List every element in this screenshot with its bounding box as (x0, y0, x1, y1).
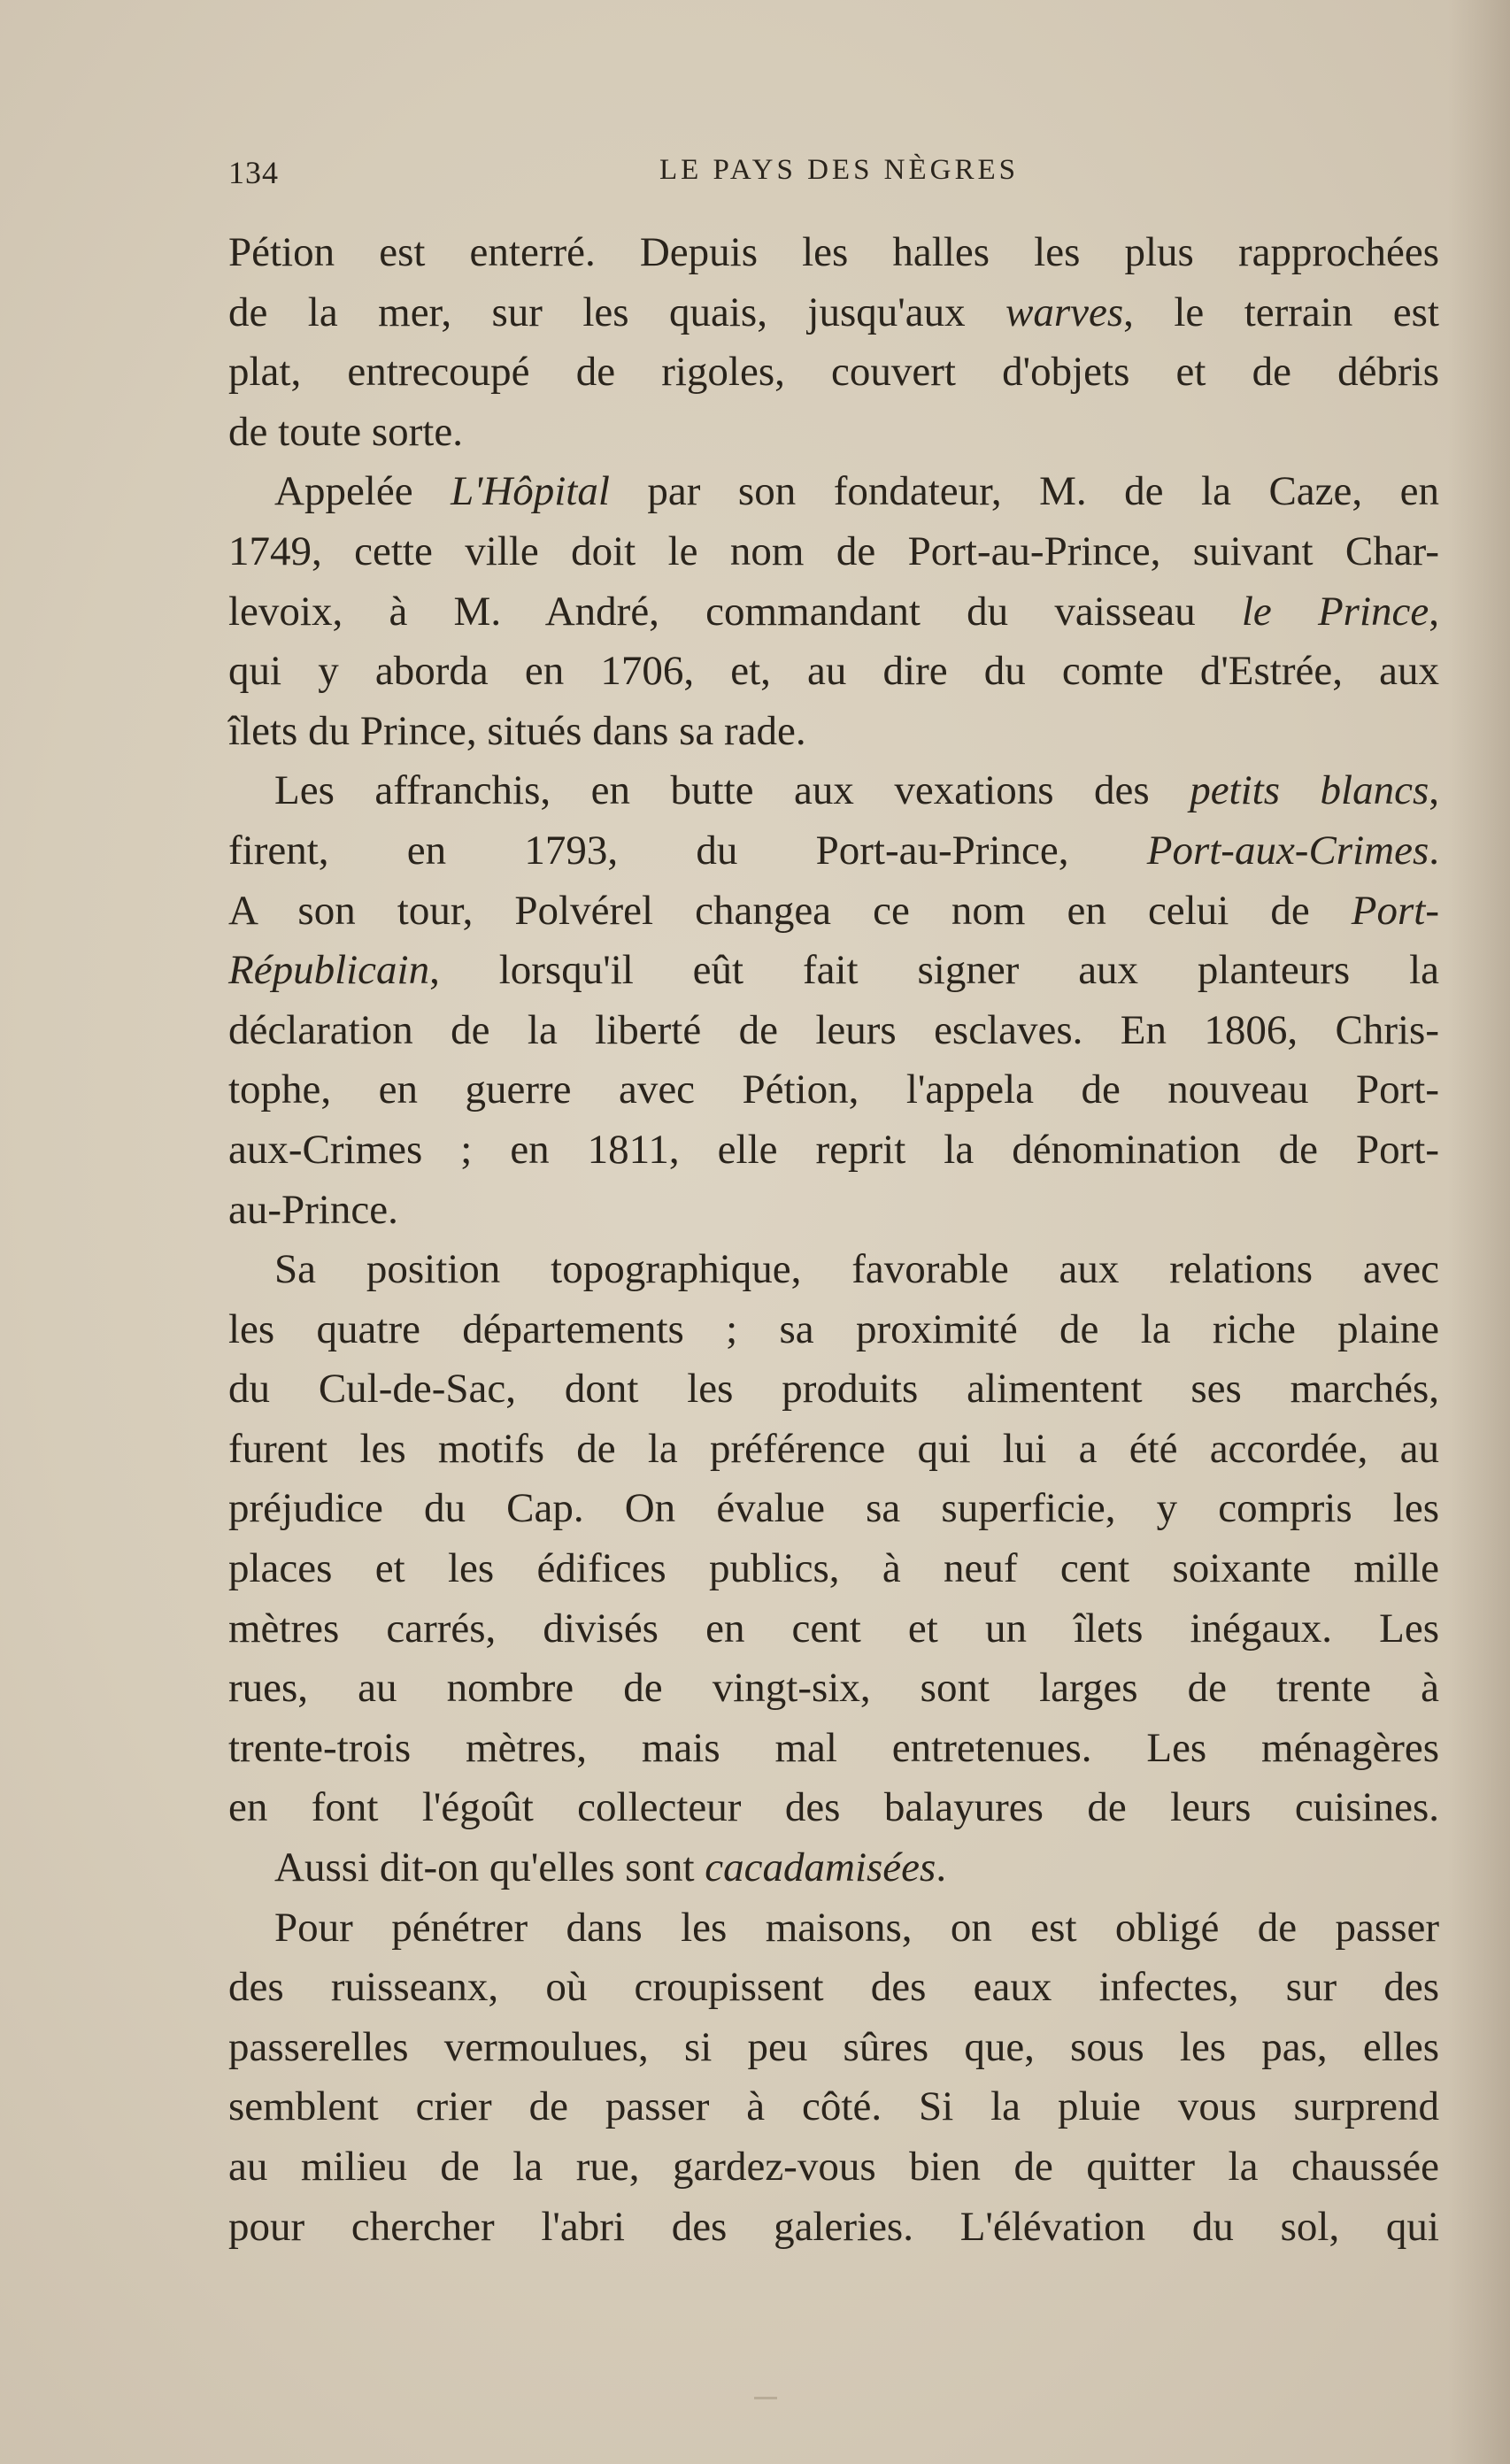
italic-term: warves (1005, 289, 1124, 335)
text-line: tophe, en guerre avec Pétion, l'appela de nouveau Port- (228, 1066, 1439, 1113)
text-line: Pour pénétrer dans les maisons, on est obligé de passer (274, 1904, 1439, 1951)
text-line: aux-Crimes ; en 1811, elle reprit la dénomination de Port- (228, 1126, 1439, 1173)
text-line: qui y aborda en 1706, et, au dire du comte d'Estrée, aux (228, 648, 1439, 695)
text-line: Appelée L'Hôpital par son fondateur, M. de la Caze, en (274, 468, 1439, 515)
text-line: Les affranchis, en butte aux vexations des petits blancs, (274, 767, 1439, 814)
text-line: en font l'égoût collecteur des balayures de leurs cuisines. (228, 1784, 1439, 1831)
text-line: pour chercher l'abri des galeries. L'élévation du sol, qui (228, 2203, 1439, 2250)
text-line: Sa position topographique, favorable aux relations avec (274, 1246, 1439, 1293)
text-line: déclaration de la liberté de leurs esclaves. En 1806, Chris- (228, 1006, 1439, 1053)
text-line: préjudice du Cap. On évalue sa superficie, y compris les (228, 1485, 1439, 1532)
body-text (228, 223, 1439, 2257)
italic-term: Port-aux-Crimes (1146, 827, 1429, 874)
italic-term: le Prince (1241, 588, 1429, 635)
text-line: du Cul-de-Sac, dont les produits alimentent ses marchés, (228, 1366, 1439, 1413)
text-line: de toute sorte. (228, 408, 463, 455)
text-line: places et les édifices publics, à neuf cent soixante mille (228, 1545, 1439, 1592)
italic-term: Port- (1351, 887, 1439, 934)
page-number: 134 (228, 155, 279, 190)
running-header (228, 154, 1441, 198)
text-line: trente-trois mètres, mais mal entretenues. Les ménagères (228, 1724, 1439, 1771)
printer-mark (754, 2397, 777, 2399)
text-line: rues, au nombre de vingt-six, sont larges de trente à (228, 1665, 1439, 1712)
italic-term: Républicain (228, 947, 430, 994)
italic-term: L'Hôpital (451, 468, 610, 515)
text-line: Républicain, lorsqu'il eût fait signer aux planteurs la (228, 947, 1439, 994)
text-line: passerelles vermoulues, si peu sûres que, sous les pas, elles (228, 2023, 1439, 2070)
text-line: firent, en 1793, du Port-au-Prince, Port-aux-Crimes. (228, 827, 1439, 874)
page-gutter-shadow (1448, 0, 1510, 2464)
text-line: au milieu de la rue, gardez-vous bien de quitter la chaussée (228, 2144, 1439, 2190)
text-line: Aussi dit-on qu'elles sont cacadamisées. (274, 1844, 947, 1891)
text-line: des ruisseanx, où croupissent des eaux infectes, sur des (228, 1964, 1439, 2011)
text-line: plat, entrecoupé de rigoles, couvert d'objets et de débris (228, 349, 1439, 396)
running-title: LE PAYS DES NÈGRES (659, 154, 1020, 186)
text-line: furent les motifs de la préférence qui lui a été accordée, au (228, 1425, 1439, 1472)
text-line: les quatre départements ; sa proximité de la riche plaine (228, 1305, 1439, 1352)
text-line: mètres carrés, divisés en cent et un îlets inégaux. Les (228, 1605, 1439, 1652)
text-line: Pétion est enterré. Depuis les halles les plus rapprochées (228, 229, 1439, 275)
text-line: au-Prince. (228, 1186, 398, 1233)
text-line: semblent crier de passer à côté. Si la pluie vous surprend (228, 2083, 1439, 2130)
text-line: 1749, cette ville doit le nom de Port-au-Prince, suivant Char- (228, 527, 1439, 574)
italic-term: cacadamisées (705, 1844, 936, 1891)
text-line: de la mer, sur les quais, jusqu'aux warves, le terrain est (228, 289, 1439, 335)
text-line: levoix, à M. André, commandant du vaisseau le Prince, (228, 588, 1440, 635)
text-line: A son tour, Polvérel changea ce nom en celui de Port- (228, 887, 1439, 934)
text-line: îlets du Prince, situés dans sa rade. (228, 707, 806, 754)
italic-term: petits blancs (1190, 767, 1429, 814)
